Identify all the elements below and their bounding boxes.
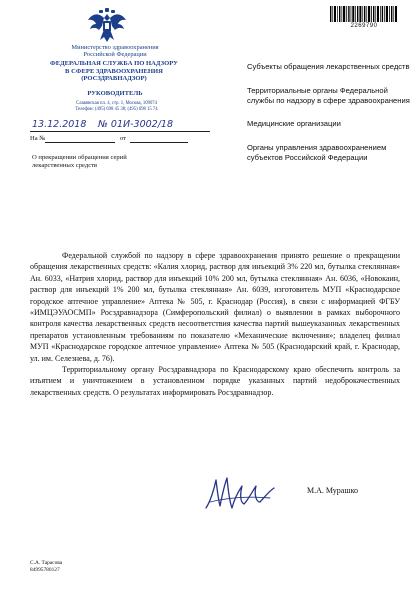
reference-number-blank [45, 142, 115, 143]
letter-subject: О прекращении обращения серий лекарственных средств [32, 154, 127, 169]
registration-number [98, 119, 173, 130]
executor-info [30, 560, 62, 573]
ministry-line: Министерство здравоохранения [71, 44, 159, 51]
recipient-item: Субъекты обращения лекарственных средств [247, 62, 410, 71]
reference-date-blank [130, 142, 188, 143]
number-value: 01И-3002/18 [110, 119, 174, 130]
ministry-name [40, 44, 190, 59]
executor-phone: 84995780127 [30, 566, 60, 573]
service-line: В СФЕРЕ ЗДРАВООХРАНЕНИЯ [65, 67, 163, 75]
recipient-item: Органы управления здравоохранением субъектов Российской Федерации [247, 143, 387, 162]
state-emblem-icon [86, 8, 128, 44]
body-paragraph: Территориальному органу Росздравнадзора по Краснодарскому краю обеспечить контроль за изъятием и уничтожением в установленном порядке указанных партий недоброкачественных лекарственных средств. О результатах информировать Росздравнадзор. [30, 365, 400, 397]
address-line: Славянская пл. 4, стр. 1, Москва, 109074 [75, 101, 157, 106]
number-sign: № [98, 119, 108, 130]
head-title: РУКОВОДИТЕЛЬ [87, 90, 143, 97]
reference-row [30, 135, 190, 145]
service-name [28, 60, 200, 83]
barcode-number: 2269790 [350, 23, 378, 29]
registration-date: 13.12.2018 [32, 119, 87, 130]
barcode-icon [330, 6, 398, 22]
executor-name: С.А. Тарасова [30, 560, 63, 566]
ministry-line: Российской Федерации [83, 51, 147, 59]
recipient-item: Медицинские организации [247, 119, 341, 129]
registration-row [30, 121, 210, 132]
recipient-item: Территориальные органы Федеральной службы по надзору в сфере здравоохранения [247, 85, 410, 105]
registration-underline [30, 131, 210, 132]
letter-body [30, 250, 400, 398]
reference-number-label: На № [30, 135, 46, 142]
address-line: Телефон: (495) 698 45 38; (495) 698 15 74 [75, 107, 158, 113]
service-address [34, 101, 199, 114]
service-line: (РОСЗДРАВНАДЗОР) [81, 75, 147, 83]
recipients-block [247, 62, 412, 177]
handwritten-signature-icon [200, 472, 280, 516]
service-line: ФЕДЕРАЛЬНАЯ СЛУЖБА ПО НАДЗОРУ [50, 60, 178, 67]
body-paragraph: Федеральной службой по надзору в сфере здравоохранения принято решение о прекращении обращения лекарственных средств: «Калия хлорид, раствор для инъекций 3% 220 мл, бутылка стеклянная» Ан. 6033, «Натрия хлорид, раствор для инъекций 10% 200 мл, бутылка стеклянная» Ан. 6036, «Новокаин, раствор для инъекций 1% 200 мл, бутылка стеклянная» Ан. 6039, изготовитель МУП «Краснодарское городское аптечное управление» Аптека № 505, г. Краснодар (Россия), в связи с информацией ФГБУ «ИМЦЭУАОСМП» Росздравнадзора (Симферопольский филиал) о выявлении в рамках выборочного контроля качества лекарственных средств несоответствия качества партий вышеуказанных лекарственных препаратов установленным требованиям по показателю «Механические включения»; владелец филиал МУП «Краснодарское городское аптечное управление» Аптека № 505 (Краснодарский край, г. Краснодар, ул. им. Селезнева, д. 76). [30, 251, 400, 363]
reference-date-label: от [120, 135, 127, 142]
signer-name: М.А. Мурашко [307, 486, 358, 495]
